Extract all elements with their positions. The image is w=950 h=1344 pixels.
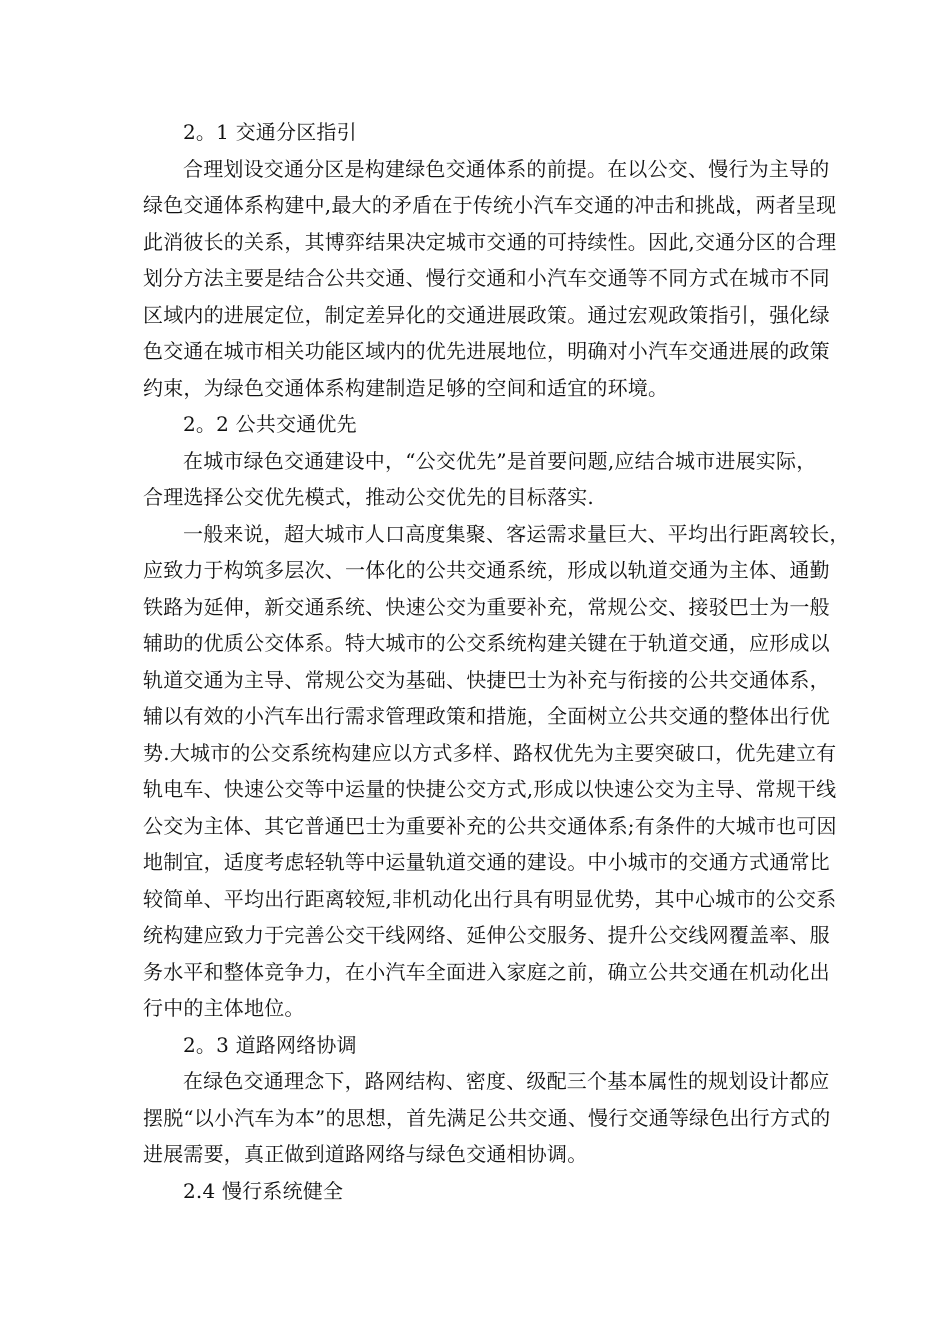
paragraph-line: 约束，为绿色交通体系构建制造足够的空间和适宜的环境。 [143, 375, 669, 400]
paragraph-line: 势.大城市的公交系统构建应以方式多样、路权优先为主要突破口，优先建立有 [143, 740, 837, 765]
paragraph-line: 区域内的进展定位，制定差异化的交通进展政策。通过宏观政策指引，强化绿 [143, 302, 830, 327]
paragraph-line: 色交通在城市相关功能区域内的优先进展地位，明确对小汽车交通进展的政策 [143, 339, 830, 363]
paragraph-line: 轨电车、快速公交等中运量的快捷公交方式,形成以快速公交为主导、常规干线 [143, 777, 837, 801]
paragraph-first-line: 一般来说，超大城市人口高度集聚、客运需求量巨大、平均出行距离较长， [183, 521, 850, 546]
paragraph-line: 轨道交通为主导、常规公交为基础、快捷巴士为补充与衔接的公共交通体系， [143, 667, 830, 692]
paragraph-line: 摆脱“以小汽车为本”的思想，首先满足公共交通、慢行交通等绿色出行方式的 [143, 1105, 831, 1130]
paragraph-line: 绿色交通体系构建中,最大的矛盾在于传统小汽车交通的冲击和挑战，两者呈现 [143, 193, 837, 217]
paragraph-line: 划分方法主要是结合公共交通、慢行交通和小汽车交通等不同方式在城市不同 [143, 266, 830, 290]
paragraph-line: 铁路为延伸，新交通系统、快速公交为重要补充，常规公交、接驳巴士为一般 [143, 594, 830, 619]
paragraph-line: 务水平和整体竞争力，在小汽车全面进入家庭之前，确立公共交通在机动化出 [143, 959, 830, 984]
paragraph-line: 行中的主体地位。 [143, 996, 305, 1020]
paragraph-line: 统构建应致力于完善公交干线网络、延伸公交服务、提升公交线网覆盖率、服 [143, 923, 830, 947]
section-heading: 2。1 交通分区指引 [183, 120, 357, 144]
paragraph-line: 地制宜，适度考虑轻轨等中运量轨道交通的建设。中小城市的交通方式通常比 [143, 850, 830, 874]
section-heading: 2。2 公共交通优先 [183, 412, 357, 436]
paragraph-line: 合理选择公交优先模式，推动公交优先的目标落实. [143, 485, 594, 509]
paragraph-line: 公交为主体、其它普通巴士为重要补充的公共交通体系;有条件的大城市也可因 [143, 813, 837, 838]
paragraph-first-line: 在城市绿色交通建设中，“公交优先”是首要问题,应结合城市进展实际， [183, 448, 817, 473]
paragraph-line: 应致力于构筑多层次、一体化的公共交通系统，形成以轨道交通为主体、通勤 [143, 558, 830, 582]
paragraph-line: 辅助的优质公交体系。特大城市的公交系统构建关键在于轨道交通，应形成以 [143, 631, 830, 655]
paragraph-first-line: 合理划设交通分区是构建绿色交通体系的前提。在以公交、慢行为主导的 [183, 156, 830, 181]
paragraph-first-line: 在绿色交通理念下，路网结构、密度、级配三个基本属性的规划设计都应 [183, 1069, 830, 1093]
document-body [143, 114, 850, 1209]
paragraph-line: 进展需要，真正做到道路网络与绿色交通相协调。 [143, 1142, 588, 1166]
paragraph-line: 此消彼长的关系，其博弈结果决定城市交通的可持续性。因此,交通分区的合理 [143, 229, 837, 254]
section-heading: 2.4 慢行系统健全 [183, 1178, 344, 1203]
paragraph-line: 较简单、平均出行距离较短,非机动化出行具有明显优势，其中心城市的公交系 [143, 886, 837, 911]
section-heading: 2。3 道路网络协调 [183, 1032, 357, 1057]
paragraph-line: 辅以有效的小汽车出行需求管理政策和措施，全面树立公共交通的整体出行优 [143, 704, 830, 728]
